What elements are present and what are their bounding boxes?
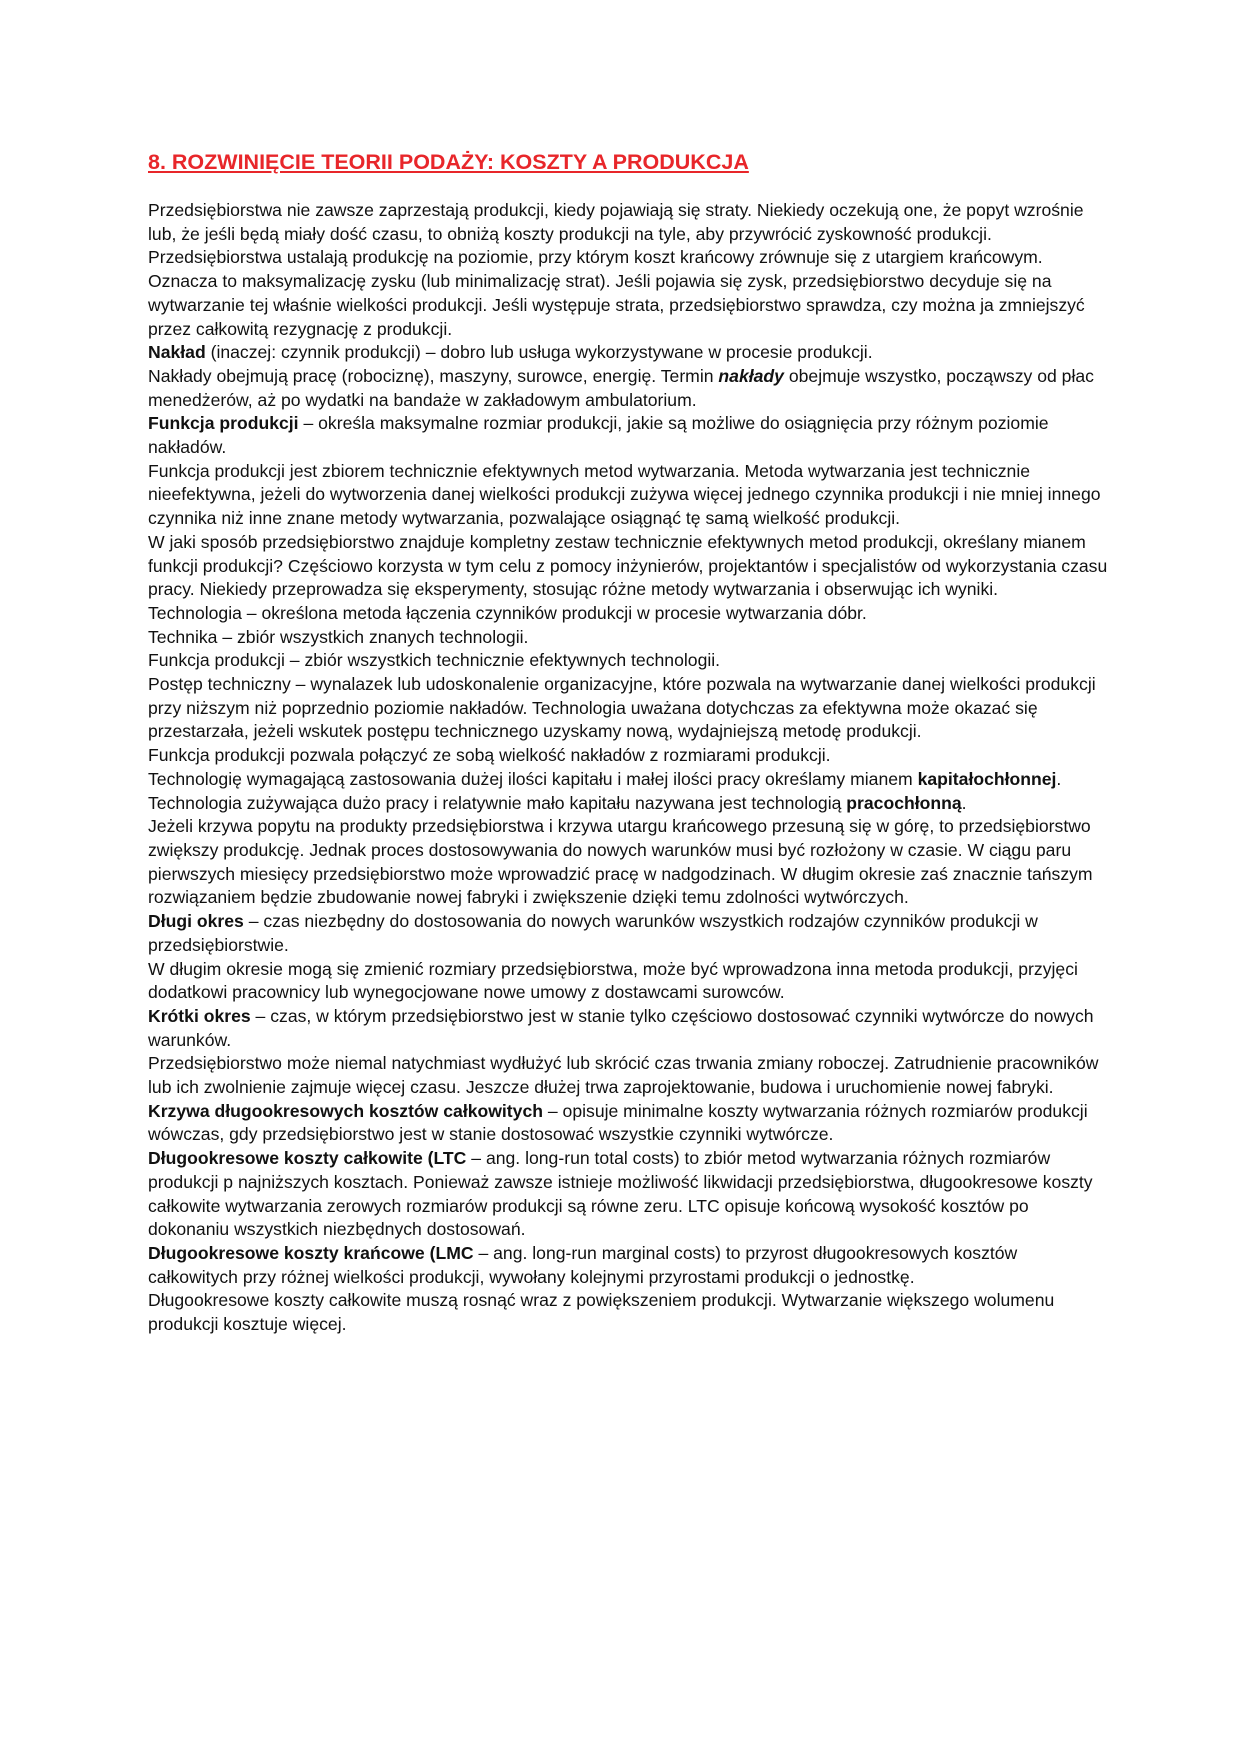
- paragraph: [148, 1052, 1108, 1099]
- paragraph-text: Technologia – określona metoda łączenia czynników produkcji w procesie wytwarzania dóbr.: [148, 602, 867, 623]
- paragraph-text: Funkcja produkcji jest zbiorem technicznie efektywnych metod wytwarzania. Metoda wytwarzania jest technicznie nieefektywna, jeżeli do wytworzenia danej wielkości produkcji zużywa więcej jednego czynnika produkcji i nie mniej innego czynnika niż inne znane metody wytwarzania, pozwalające osiągnąć tę samą wielkość produkcji.: [148, 460, 1101, 529]
- paragraph-text: Technologię wymagającą zastosowania dużej ilości kapitału i małej ilości pracy określamy mianem: [148, 768, 918, 789]
- paragraph: [148, 1289, 1108, 1336]
- paragraph: [148, 246, 1108, 341]
- paragraph-text: . Technologia zużywająca dużo pracy i relatywnie mało kapitału nazywana jest technologią: [148, 768, 1062, 813]
- paragraph-text: Technika – zbiór wszystkich znanych technologii.: [148, 626, 529, 647]
- paragraph: [148, 626, 1108, 650]
- paragraph-text: Nakłady obejmują pracę (robociznę), maszyny, surowce, energię. Termin: [148, 365, 719, 386]
- paragraph-text: Długookresowe koszty całkowite muszą rosnąć wraz z powiększeniem produkcji. Wytwarzanie większego wolumenu produkcji kosztuje więcej.: [148, 1290, 1055, 1335]
- definition-term: Długookresowe koszty całkowite (LTC: [148, 1148, 467, 1169]
- paragraph: [148, 958, 1108, 1005]
- definition-term: Nakład: [148, 342, 206, 363]
- paragraph: [148, 1147, 1108, 1242]
- paragraph-text: Przedsiębiorstwo może niemal natychmiast wydłużyć lub skrócić czas trwania zmiany roboczej. Zatrudnienie pracowników lub ich zwolnienie zajmuje więcej czasu. Jeszcze dłużej trwa zaprojektowanie, budowa i uruchomienie nowej fabryki.: [148, 1053, 1099, 1098]
- paragraph: [148, 910, 1108, 957]
- paragraph: [148, 649, 1108, 673]
- definition-term: pracochłonną: [846, 792, 962, 813]
- paragraph: [148, 768, 1108, 815]
- document-body: [148, 199, 1108, 1337]
- paragraph: [148, 341, 1108, 365]
- paragraph-text: – opisuje minimalne koszty wytwarzania różnych rozmiarów produkcji wówczas, gdy przedsiębiorstwo jest w stanie dostosować wszystkie czynniki wytwórcze.: [148, 1100, 1088, 1145]
- paragraph: [148, 602, 1108, 626]
- page-title: 8. ROZWINIĘCIE TEORII PODAŻY: KOSZTY A PRODUKCJA: [148, 150, 749, 174]
- paragraph: [148, 815, 1108, 910]
- paragraph-text: – czas, w którym przedsiębiorstwo jest w stanie tylko częściowo dostosować czynniki wytwórcze do nowych warunków.: [148, 1005, 1094, 1050]
- paragraph: [148, 673, 1108, 744]
- paragraph: [148, 199, 1108, 246]
- paragraph-text: .: [961, 792, 967, 813]
- definition-term: Długi okres: [148, 911, 244, 932]
- emphasized-term: nakłady: [718, 365, 784, 386]
- definition-term: kapitałochłonnej: [917, 768, 1057, 789]
- paragraph-text: – ang. long-run total costs) to zbiór metod wytwarzania różnych rozmiarów produkcji p najniższych kosztach. Ponieważ zawsze istnieje możliwość likwidacji przedsiębiorstwa, długookresowe koszty całkowite wytwarzania zerowych rozmiarów produkcji są równe zeru. LTC opisuje końcową wysokość kosztów po dokonaniu wszystkich niezbędnych dostosowań.: [148, 1148, 1093, 1240]
- paragraph-text: – czas niezbędny do dostosowania do nowych warunków wszystkich rodzajów czynników produkcji w przedsiębiorstwie.: [148, 911, 1038, 955]
- paragraph: [148, 412, 1108, 459]
- paragraph-text: – ang. long-run marginal costs) to przyrost długookresowych kosztów całkowitych przy różnej wielkości produkcji, wywołany kolejnymi przyrostami produkcji o jednostkę.: [148, 1242, 1018, 1287]
- paragraph-text: (inaczej: czynnik produkcji) – dobro lub usługa wykorzystywane w procesie produkcji.: [205, 342, 873, 363]
- paragraph: [148, 744, 1108, 768]
- paragraph-text: obejmuje wszystko, począwszy od płac menedżerów, aż po wydatki na bandaże w zakładowym ambulatorium.: [148, 365, 1094, 410]
- definition-term: Krzywa długookresowych kosztów całkowitych: [148, 1100, 543, 1121]
- paragraph-text: Funkcja produkcji – zbiór wszystkich technicznie efektywnych technologii.: [148, 650, 721, 671]
- paragraph-text: W jaki sposób przedsiębiorstwo znajduje kompletny zestaw technicznie efektywnych metod produkcji, określany mianem funkcji produkcji? Częściowo korzysta w tym celu z pomocy inżynierów, projektantów i specjalistów od wykorzystania czasu pracy. Niekiedy przeprowadza się eksperymenty, stosując różne metody wytwarzania i obserwując ich wyniki.: [148, 531, 1108, 600]
- paragraph: [148, 365, 1108, 412]
- paragraph-text: Funkcja produkcji pozwala połączyć ze sobą wielkość nakładów z rozmiarami produkcji.: [148, 745, 831, 766]
- paragraph: [148, 1242, 1108, 1289]
- definition-term: Długookresowe koszty krańcowe (LMC: [148, 1242, 474, 1263]
- definition-term: Funkcja produkcji: [148, 413, 299, 434]
- definition-term: Krótki okres: [148, 1005, 251, 1026]
- paragraph-text: Przedsiębiorstwa nie zawsze zaprzestają produkcji, kiedy pojawiają się straty. Niekiedy oczekują one, że popyt wzrośnie lub, że jeśli będą miały dość czasu, to obniżą koszty produkcji na tyle, aby przywrócić zyskowność produkcji.: [148, 200, 1084, 244]
- paragraph: [148, 1005, 1108, 1052]
- paragraph-text: Jeżeli krzywa popytu na produkty przedsiębiorstwa i krzywa utargu krańcowego przesuną się w górę, to przedsiębiorstwo zwiększy produkcję. Jednak proces dostosowywania do nowych warunków musi być rozłożony w czasie. W ciągu paru pierwszych miesięcy przedsiębiorstwo może wprowadzić pracę w nadgodzinach. W długim okresie zaś znacznie tańszym rozwiązaniem będzie zbudowanie nowej fabryki i zwiększenie dzięki temu zdolności wytwórczych.: [148, 816, 1093, 908]
- paragraph-text: W długim okresie mogą się zmienić rozmiary przedsiębiorstwa, może być wprowadzona inna metoda produkcji, przyjęci dodatkowi pracownicy lub wynegocjowane nowe umowy z dostawcami surowców.: [148, 958, 1078, 1003]
- paragraph: [148, 1100, 1108, 1147]
- paragraph-text: – określa maksymalne rozmiar produkcji, jakie są możliwe do osiągnięcia przy różnym poziomie nakładów.: [148, 413, 1049, 458]
- paragraph: [148, 460, 1108, 531]
- paragraph-text: Postęp techniczny – wynalazek lub udoskonalenie organizacyjne, które pozwala na wytwarzanie danej wielkości produkcji przy niższym niż poprzednio poziomie nakładów. Technologia uważana dotychczas za efektywna może okazać się przestarzała, jeżeli wskutek postępu technicznego uzyskamy nową, wydajniejszą metodę produkcji.: [148, 674, 1096, 742]
- paragraph-text: Przedsiębiorstwa ustalają produkcję na poziomie, przy którym koszt krańcowy zrównuje się z utargiem krańcowym. Oznacza to maksymalizację zysku (lub minimalizację strat). Jeśli pojawia się zysk, przedsiębiorstwo decyduje się na wytwarzanie tej właśnie wielkości produkcji. Jeśli występuje strata, przedsiębiorstwo sprawdza, czy można ja zmniejszyć przez całkowitą rezygnację z produkcji.: [148, 247, 1085, 339]
- paragraph: [148, 531, 1108, 602]
